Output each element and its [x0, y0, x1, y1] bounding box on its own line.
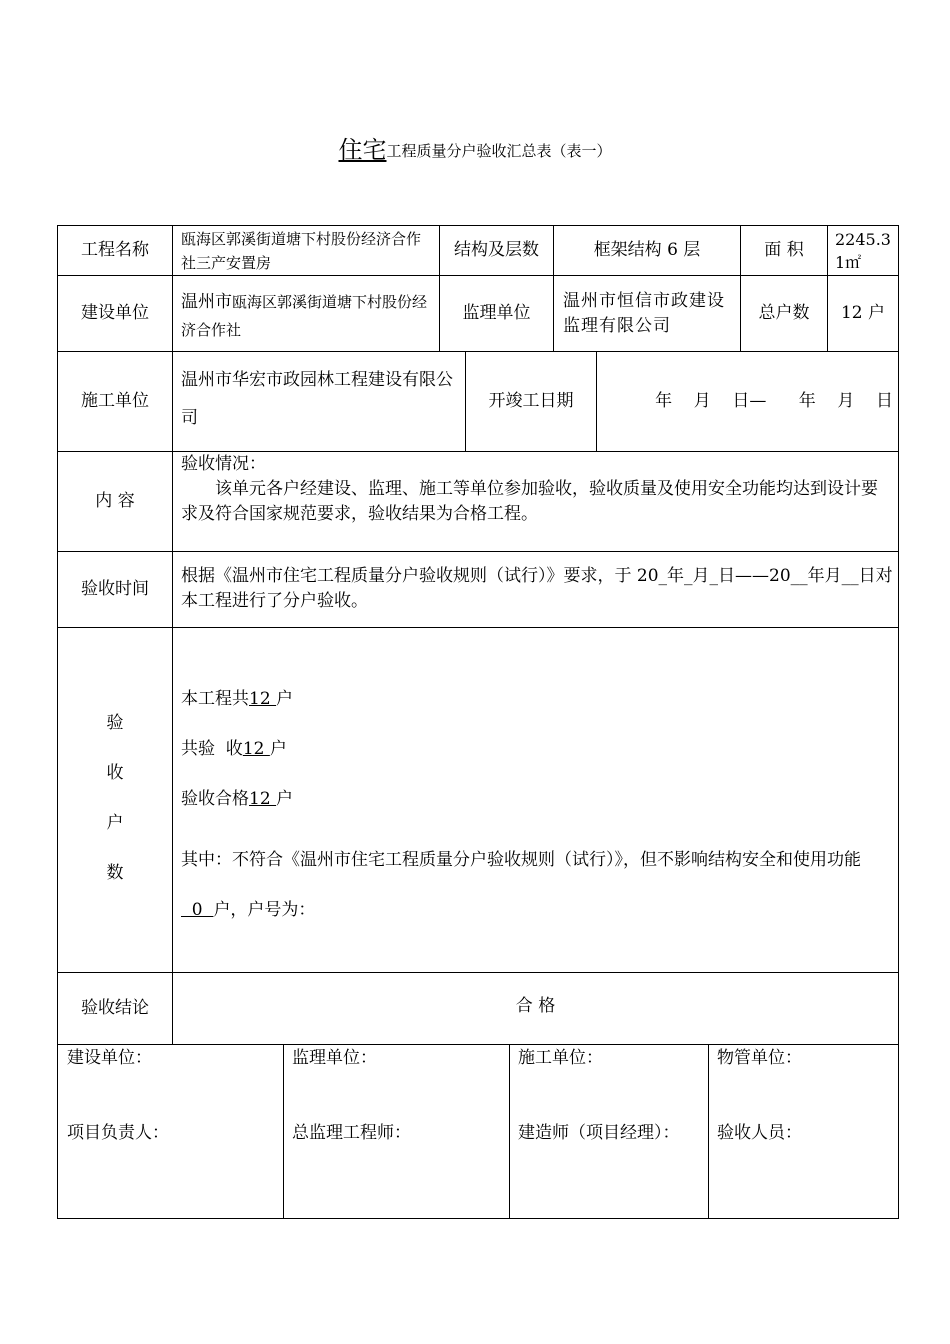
note-prefix: 其中：不符合《温州市住宅工程质量分户验收规则（试行）》，但不影响结构安全和使用功能 [181, 850, 861, 870]
nonconforming-note [181, 835, 893, 935]
rule [57, 1218, 899, 1219]
builder-value [181, 288, 435, 348]
summary-table [57, 225, 899, 1020]
rule [57, 1044, 58, 1219]
checked-value: 12 [242, 739, 270, 759]
label-char: 数 [106, 863, 124, 883]
inspection-time-value: 根据《温州市住宅工程质量分户验收规则（试行）》要求，于 20_年_月_日——20__年月__日对本工程进行了分户验收。 [181, 566, 893, 611]
households-label: 总户数 [758, 303, 810, 323]
dates-value: 年 月 日— 年 月 日 [655, 391, 893, 411]
builder-value-city: 温州市 [181, 292, 232, 312]
rule [898, 1044, 899, 1219]
inspection-time-label: 验收时间 [81, 579, 149, 599]
content-body: 该单元各户经建设、监理、施工等单位参加验收，验收质量及使用安全功能均达到设计要求及符合国家规范要求，验收结果为合格工程。 [181, 479, 878, 524]
checked-households-line [181, 737, 893, 762]
signature-person-contractor: 建造师（项目经理）： [518, 1123, 680, 1143]
content-heading: 验收情况： [181, 454, 266, 474]
title-big: 住宅 [338, 136, 387, 164]
label-char: 户 [106, 813, 124, 833]
signature-person-builder: 项目负责人： [67, 1123, 169, 1143]
structure-label: 结构及层数 [454, 240, 539, 260]
passed-households-line [181, 787, 893, 812]
content-value [181, 452, 893, 551]
builder-label: 建设单位 [81, 303, 149, 323]
signature-person-supervisor: 总监理工程师： [292, 1123, 411, 1143]
note-value: 0 [181, 900, 214, 920]
area-value: 2245.31㎡ [835, 230, 891, 272]
rule [708, 1044, 709, 1219]
contractor-value: 温州市华宏市政园林工程建设有限公司 [181, 370, 453, 428]
supervisor-label: 监理单位 [462, 303, 531, 323]
content-label: 内 容 [95, 491, 135, 511]
supervisor-value: 温州市恒信市政建设监理有限公司 [563, 290, 725, 336]
households-count-label [58, 711, 172, 911]
households-value: 12 户 [840, 303, 886, 323]
contractor-label: 施工单位 [81, 391, 149, 411]
structure-value: 框架结构 6 层 [593, 240, 701, 260]
dates-label: 开竣工日期 [488, 391, 574, 411]
checked-prefix: 共验 收 [181, 739, 243, 759]
passed-prefix: 验收合格 [181, 789, 249, 809]
rule [509, 1044, 510, 1219]
signature-unit-supervisor: 监理单位： [292, 1048, 377, 1068]
page-title [0, 134, 950, 167]
signature-unit-property: 物管单位： [717, 1048, 802, 1068]
signature-unit-builder: 建设单位： [67, 1048, 152, 1068]
project-name-label: 工程名称 [81, 240, 149, 260]
title-rest: 工程质量分户验收汇总表（表一） [386, 142, 612, 160]
conclusion-label: 验收结论 [81, 998, 149, 1018]
area-label: 面 积 [764, 240, 804, 260]
rule [172, 225, 173, 1045]
label-char: 验 [106, 713, 124, 733]
label-char: 收 [106, 763, 124, 783]
builder-value-rest: 瓯海区郭溪街道塘下村股份经济合作社 [181, 293, 428, 339]
rule [283, 1044, 284, 1219]
passed-suffix: 户 [276, 789, 294, 809]
conclusion-value: 合 格 [515, 995, 556, 1016]
project-name-value: 瓯海区郭溪街道塘下村股份经济合作社三产安置房 [181, 229, 422, 272]
signature-unit-contractor: 施工单位： [518, 1048, 603, 1068]
total-suffix: 户 [276, 689, 294, 709]
total-prefix: 本工程共 [181, 689, 249, 709]
passed-value: 12 [249, 789, 277, 809]
total-value: 12 [249, 689, 277, 709]
rule [57, 551, 899, 552]
rule [57, 627, 899, 628]
signature-person-property: 验收人员： [717, 1123, 802, 1143]
rule [898, 225, 899, 1045]
signature-section [57, 1044, 899, 1219]
note-suffix: 户，户号为： [213, 900, 316, 920]
checked-suffix: 户 [269, 739, 287, 759]
